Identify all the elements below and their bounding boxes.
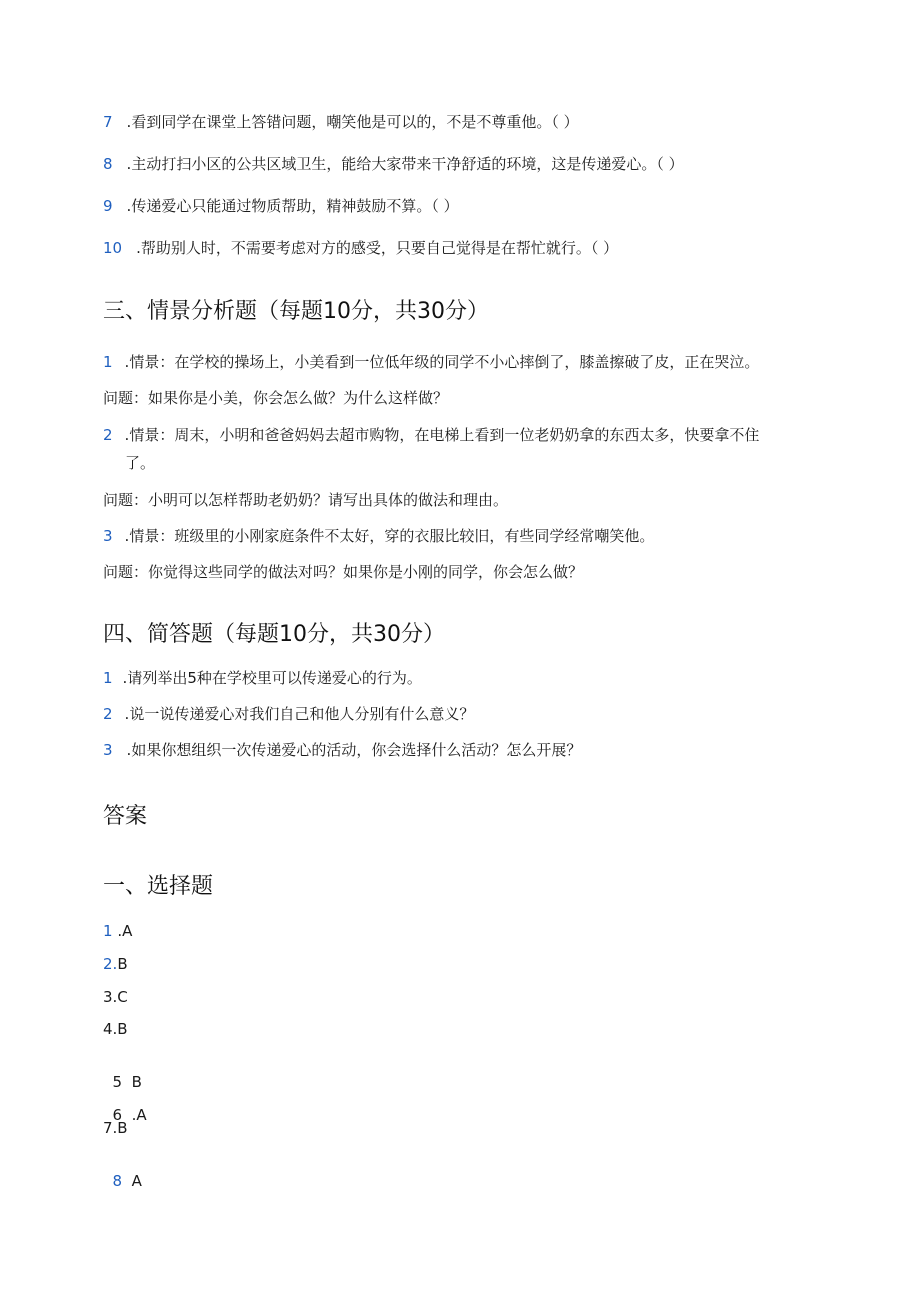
- scenario-text: .情景：在学校的操场上，小美看到一位低年级的同学不小心摔倒了，膝盖擦破了皮，正在哭泣。: [124, 353, 760, 371]
- item-number: 1: [103, 669, 113, 687]
- list-item: [103, 526, 654, 546]
- list-item: [103, 740, 581, 760]
- scenario-text: .情景：周末，小明和爸爸妈妈去超市购物，在电梯上看到一位老奶奶拿的东西太多，快要拿不住: [124, 426, 760, 444]
- section-heading: 三、情景分析题（每题10分，共30分）: [103, 299, 489, 324]
- answer-item: [103, 1118, 128, 1138]
- answer-item: [103, 1019, 128, 1039]
- question-text: 问题：如果你是小美，你会怎么做？为什么这样做？: [103, 389, 449, 407]
- answer-text: 4.B: [103, 1020, 128, 1038]
- item-text: .传递爱心只能通过物质帮助，精神鼓励不算。（ ）: [126, 197, 459, 215]
- answer-text: 6 .A: [112, 1106, 147, 1124]
- item-text: .如果你想组织一次传递爱心的活动，你会选择什么活动？怎么开展？: [126, 741, 582, 759]
- answer-text: 7.B: [103, 1119, 128, 1137]
- item-number: 3: [103, 741, 113, 759]
- item-number: 2.: [103, 955, 118, 973]
- item-number: 2: [103, 426, 113, 444]
- list-item: [103, 425, 759, 445]
- list-item: [103, 352, 759, 372]
- scenario-text: .情景：班级里的小刚家庭条件不太好，穿的衣服比较旧，有些同学经常嘲笑他。: [124, 527, 655, 545]
- item-number: 9: [103, 197, 113, 215]
- list-item: [103, 668, 422, 688]
- answer-text: 3.C: [103, 988, 128, 1006]
- question-text: 问题：小明可以怎样帮助老奶奶？请写出具体的做法和理由。: [103, 491, 509, 509]
- answer-item: [103, 921, 132, 941]
- list-item: [103, 704, 474, 724]
- answer-item: [103, 987, 128, 1007]
- item-number: 8: [112, 1172, 123, 1190]
- item-number: 1: [103, 922, 113, 940]
- item-number: 3: [103, 527, 113, 545]
- list-item: [103, 238, 618, 258]
- item-text: .帮助别人时，不需要考虑对方的感受，只要自己觉得是在帮忙就行。（ ）: [136, 239, 619, 257]
- answers-title: 答案: [103, 804, 148, 829]
- item-number: 7: [103, 113, 113, 131]
- question-text: 问题：你觉得这些同学的做法对吗？如果你是小刚的同学，你会怎么做？: [103, 563, 584, 581]
- item-text: .说一说传递爱心对我们自己和他人分别有什么意义？: [124, 705, 475, 723]
- item-text: .看到同学在课堂上答错问题，嘲笑他是可以的，不是不尊重他。（ ）: [126, 113, 579, 131]
- item-text: .主动打扫小区的公共区域卫生，能给大家带来干净舒适的环境，这是传递爱心。（ ）: [126, 155, 684, 173]
- scenario-continuation: 了。: [125, 454, 156, 472]
- item-text: .请列举出5种在学校里可以传递爱心的行为。: [122, 669, 422, 687]
- item-number: 10: [103, 239, 123, 257]
- section-heading: 一、选择题: [103, 874, 214, 899]
- answer-text: 5 B: [112, 1073, 142, 1091]
- list-item: [103, 154, 684, 174]
- section-heading: 四、简答题（每题10分，共30分）: [103, 622, 445, 647]
- answer-text: .A: [112, 922, 133, 940]
- answer-text: A: [122, 1172, 142, 1190]
- answer-item: [103, 1151, 142, 1191]
- item-number: 2: [103, 705, 113, 723]
- list-item: [103, 196, 459, 216]
- item-number: 8: [103, 155, 113, 173]
- list-item: [103, 112, 579, 132]
- answer-text: B: [117, 955, 128, 973]
- item-number: 1: [103, 353, 113, 371]
- answer-item: [103, 954, 128, 974]
